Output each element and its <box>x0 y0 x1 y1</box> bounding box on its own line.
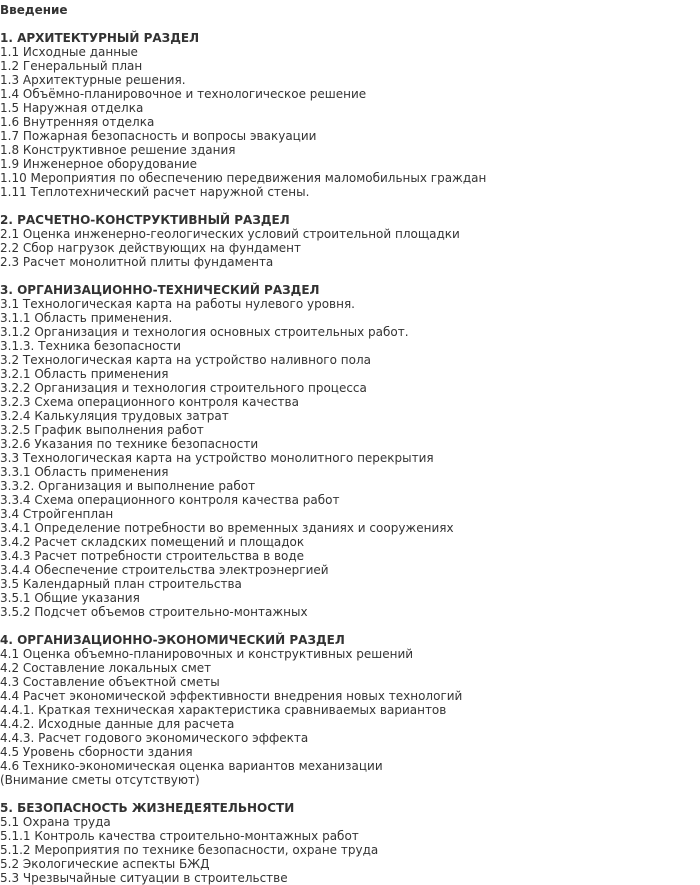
toc-item: 4.3 Составление объектной сметы <box>0 675 220 689</box>
toc-item: 3.3.2. Организация и выполнение работ <box>0 479 256 493</box>
toc-item: 2.3 Расчет монолитной плиты фундамента <box>0 255 274 269</box>
section-heading: 3. ОРГАНИЗАЦИОННО-ТЕХНИЧЕСКИЙ РАЗДЕЛ <box>0 283 320 297</box>
toc-item: 1.2 Генеральный план <box>0 59 143 73</box>
section-block <box>0 213 700 283</box>
toc-item: 3.2.3 Схема операционного контроля качества <box>0 395 299 409</box>
toc-item: 3.1.1 Область применения. <box>0 311 173 325</box>
toc-item: 3.5.2 Подсчет объемов строительно-монтажных <box>0 605 308 619</box>
toc-item: 3.4.2 Расчет складских помещений и площадок <box>0 535 305 549</box>
section-heading: 5. БЕЗОПАСНОСТЬ ЖИЗНЕДЕЯТЕЛЬНОСТИ <box>0 801 295 815</box>
toc-item: 3.2.6 Указания по технике безопасности <box>0 437 259 451</box>
toc-item: 3.2.1 Область применения <box>0 367 169 381</box>
toc-item: 4.4.3. Расчет годового экономического эффекта <box>0 731 309 745</box>
section-block <box>0 633 700 801</box>
toc-item: 3.2.4 Калькуляция трудовых затрат <box>0 409 229 423</box>
section-block <box>0 801 700 885</box>
toc-item: 4.5 Уровень сборности здания <box>0 745 193 759</box>
toc-item: 5.3 Чрезвычайные ситуации в строительстве <box>0 871 288 885</box>
toc-item: 1.6 Внутренняя отделка <box>0 115 155 129</box>
sections-container <box>0 31 700 885</box>
toc-item: 3.4.4 Обеспечение строительства электроэнергией <box>0 563 329 577</box>
toc-item: 1.9 Инженерное оборудование <box>0 157 198 171</box>
toc-item: 3.4.3 Расчет потребности строительства в воде <box>0 549 305 563</box>
toc-item: 4.6 Технико-экономическая оценка вариантов механизации <box>0 759 383 773</box>
spacer <box>0 787 700 801</box>
toc-item: 3.4 Стройгенплан <box>0 507 114 521</box>
toc-item: 1.8 Конструктивное решение здания <box>0 143 236 157</box>
toc-item: 1.7 Пожарная безопасность и вопросы эвакуации <box>0 129 317 143</box>
toc-item: 4.4.2. Исходные данные для расчета <box>0 717 235 731</box>
section-block <box>0 283 700 633</box>
toc-item: 4.4.1. Краткая техническая характеристика сравниваемых вариантов <box>0 703 447 717</box>
toc-item: 5.1 Охрана труда <box>0 815 111 829</box>
toc-item: 5.1.1 Контроль качества строительно-монтажных работ <box>0 829 359 843</box>
toc-item: 1.4 Объёмно-планировочное и технологическое решение <box>0 87 367 101</box>
spacer <box>0 199 700 213</box>
intro-heading: Введение <box>0 3 68 17</box>
toc-item: 3.2.5 График выполнения работ <box>0 423 204 437</box>
toc-item: 3.3 Технологическая карта на устройство монолитного перекрытия <box>0 451 434 465</box>
toc-item: 1.1 Исходные данные <box>0 45 138 59</box>
toc-item: 1.11 Теплотехнический расчет наружной стены. <box>0 185 310 199</box>
spacer <box>0 269 700 283</box>
toc-item: 5.2 Экологические аспекты БЖД <box>0 857 210 871</box>
toc-item: 3.1.2 Организация и технология основных строительных работ. <box>0 325 409 339</box>
spacer <box>0 619 700 633</box>
section-heading: 4. ОРГАНИЗАЦИОННО-ЭКОНОМИЧЕСКИЙ РАЗДЕЛ <box>0 633 345 647</box>
toc-item: 3.4.1 Определение потребности во временных зданиях и сооружениях <box>0 521 454 535</box>
section-block <box>0 31 700 213</box>
toc-item: 3.1 Технологическая карта на работы нулевого уровня. <box>0 297 355 311</box>
toc-item: 2.1 Оценка инженерно-геологических условий строительной площадки <box>0 227 460 241</box>
toc-item: 3.2.2 Организация и технология строительного процесса <box>0 381 367 395</box>
toc-item: 3.2 Технологическая карта на устройство наливного пола <box>0 353 371 367</box>
toc-item: 3.3.1 Область применения <box>0 465 169 479</box>
toc-item: 4.1 Оценка объемно-планировочных и конструктивных решений <box>0 647 414 661</box>
toc-item: 3.3.4 Схема операционного контроля качества работ <box>0 493 340 507</box>
toc-item: 1.10 Мероприятия по обеспечению передвижения маломобильных граждан <box>0 171 487 185</box>
toc-item: 5.1.2 Мероприятия по технике безопасности, охране труда <box>0 843 379 857</box>
toc-item: 3.1.3. Техника безопасности <box>0 339 181 353</box>
toc-item: 3.5.1 Общие указания <box>0 591 140 605</box>
section-heading: 2. РАСЧЕТНО-КОНСТРУКТИВНЫЙ РАЗДЕЛ <box>0 213 290 227</box>
toc-item: (Внимание сметы отсутствуют) <box>0 773 200 787</box>
toc-item: 2.2 Сбор нагрузок действующих на фундамент <box>0 241 301 255</box>
toc-item: 4.4 Расчет экономической эффективности внедрения новых технологий <box>0 689 463 703</box>
spacer <box>0 17 700 31</box>
section-heading: 1. АРХИТЕКТУРНЫЙ РАЗДЕЛ <box>0 31 200 45</box>
toc-item: 4.2 Составление локальных смет <box>0 661 212 675</box>
toc-item: 1.5 Наружная отделка <box>0 101 144 115</box>
toc-item: 3.5 Календарный план строительства <box>0 577 242 591</box>
toc-item: 1.3 Архитектурные решения. <box>0 73 186 87</box>
